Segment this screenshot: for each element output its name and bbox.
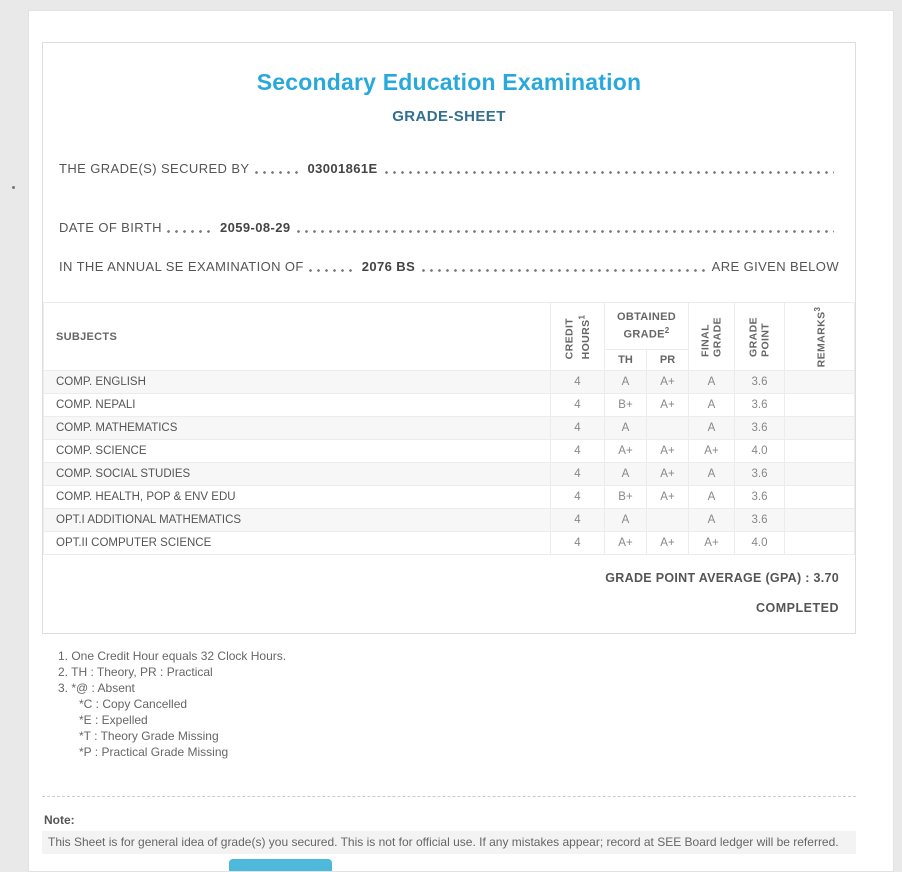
table-row bbox=[44, 417, 855, 440]
grade-point-cell: 3.6 bbox=[735, 509, 785, 532]
remarks-cell bbox=[785, 509, 855, 532]
final-grade-line1: FINAL bbox=[699, 323, 711, 357]
pr-grade-cell: A+ bbox=[647, 440, 689, 463]
th-grade-cell: A bbox=[605, 371, 647, 394]
grade-sheet-card bbox=[42, 42, 856, 634]
subject-cell: COMP. NEPALI bbox=[44, 394, 551, 417]
remarks-header bbox=[785, 303, 855, 371]
summary-section bbox=[43, 555, 855, 633]
credit-cell: 4 bbox=[551, 371, 605, 394]
remarks-cell bbox=[785, 463, 855, 486]
dot-leader bbox=[422, 269, 706, 272]
remarks-cell bbox=[785, 417, 855, 440]
credit-cell: 4 bbox=[551, 463, 605, 486]
remarks-cell bbox=[785, 371, 855, 394]
footnote-line: 3. *@ : Absent bbox=[58, 681, 135, 695]
final-grade-cell: A+ bbox=[689, 532, 735, 555]
page-subtitle: GRADE-SHEET bbox=[392, 108, 506, 125]
dob-line bbox=[59, 220, 839, 235]
footnote-line: *E : Expelled bbox=[79, 713, 148, 727]
obtained-grade-header bbox=[605, 303, 689, 350]
remarks-cell bbox=[785, 486, 855, 509]
final-grade-cell: A bbox=[689, 417, 735, 440]
grade-point-line1: GRADE bbox=[747, 316, 759, 357]
secured-by-line bbox=[59, 161, 839, 176]
subject-cell: COMP. SCIENCE bbox=[44, 440, 551, 463]
grade-point-cell: 4.0 bbox=[735, 532, 785, 555]
secured-by-label: THE GRADE(S) SECURED BY bbox=[59, 161, 250, 176]
pr-grade-cell: A+ bbox=[647, 486, 689, 509]
grade-point-cell: 3.6 bbox=[735, 486, 785, 509]
final-grade-cell: A bbox=[689, 486, 735, 509]
credit-hours-line2: HOURS bbox=[578, 318, 591, 359]
page-title: Secondary Education Examination bbox=[256, 69, 642, 95]
pr-grade-cell bbox=[647, 417, 689, 440]
final-grade-line2: GRADE bbox=[710, 316, 723, 357]
footnote-line: *P : Practical Grade Missing bbox=[79, 745, 229, 759]
credit-cell: 4 bbox=[551, 417, 605, 440]
grade-point-cell: 4.0 bbox=[735, 440, 785, 463]
pr-grade-cell: A+ bbox=[647, 463, 689, 486]
subjects-header: SUBJECTS bbox=[44, 303, 551, 371]
grades-table bbox=[43, 302, 855, 555]
action-button[interactable] bbox=[229, 859, 332, 872]
th-grade-cell: A+ bbox=[605, 440, 647, 463]
table-row bbox=[44, 463, 855, 486]
footnote-line: 2. TH : Theory, PR : Practical bbox=[58, 665, 213, 679]
grade-point-header bbox=[735, 303, 785, 371]
dot-leader bbox=[167, 230, 213, 233]
credit-hours-line1: CREDIT bbox=[562, 317, 575, 359]
table-row bbox=[44, 440, 855, 463]
final-grade-cell: A+ bbox=[689, 440, 735, 463]
th-grade-cell: A bbox=[605, 509, 647, 532]
table-row bbox=[44, 509, 855, 532]
gpa-line bbox=[59, 571, 839, 585]
exam-label: IN THE ANNUAL SE EXAMINATION OF bbox=[59, 259, 304, 274]
table-row bbox=[44, 486, 855, 509]
credit-hours-footnote-ref: 1 bbox=[576, 314, 586, 319]
table-row bbox=[44, 394, 855, 417]
final-grade-cell: A bbox=[689, 394, 735, 417]
credit-cell: 4 bbox=[551, 394, 605, 417]
remarks-cell bbox=[785, 440, 855, 463]
final-grade-header bbox=[689, 303, 735, 371]
credit-cell: 4 bbox=[551, 532, 605, 555]
grade-point-cell: 3.6 bbox=[735, 394, 785, 417]
subject-cell: OPT.I ADDITIONAL MATHEMATICS bbox=[44, 509, 551, 532]
subject-cell: COMP. ENGLISH bbox=[44, 371, 551, 394]
th-grade-cell: A bbox=[605, 463, 647, 486]
exam-line bbox=[59, 259, 839, 274]
footnote-line: *T : Theory Grade Missing bbox=[79, 729, 219, 743]
gpa-label: GRADE POINT AVERAGE (GPA) : bbox=[605, 571, 810, 585]
pr-grade-cell: A+ bbox=[647, 371, 689, 394]
table-row bbox=[44, 532, 855, 555]
footnote-line: *C : Copy Cancelled bbox=[79, 697, 188, 711]
remarks-cell bbox=[785, 532, 855, 555]
footnotes bbox=[42, 648, 856, 760]
grade-point-cell: 3.6 bbox=[735, 417, 785, 440]
dashed-divider bbox=[42, 796, 856, 797]
subject-cell: COMP. SOCIAL STUDIES bbox=[44, 463, 551, 486]
final-grade-cell: A bbox=[689, 463, 735, 486]
credit-cell: 4 bbox=[551, 486, 605, 509]
grade-point-line2: POINT bbox=[758, 322, 771, 357]
th-grade-cell: B+ bbox=[605, 394, 647, 417]
subject-cell: COMP. HEALTH, POP & ENV EDU bbox=[44, 486, 551, 509]
status-badge: COMPLETED bbox=[756, 601, 839, 615]
th-header: TH bbox=[605, 350, 647, 371]
gpa-value: 3.70 bbox=[813, 571, 839, 585]
table-header-row bbox=[44, 303, 855, 350]
note-text: This Sheet is for general idea of grade(s) you secured. This is not for official use. If any mistakes appear; record at SEE Board ledger will be referred. bbox=[42, 831, 856, 854]
pr-grade-cell: A+ bbox=[647, 394, 689, 417]
symbol-number: 03001861E bbox=[307, 161, 378, 176]
obtained-grade-line2: GRADE bbox=[623, 329, 665, 342]
th-grade-cell: B+ bbox=[605, 486, 647, 509]
dot-leader bbox=[255, 171, 301, 174]
dob-value: 2059-08-29 bbox=[219, 220, 291, 235]
credit-cell: 4 bbox=[551, 509, 605, 532]
obtained-grade-footnote-ref: 2 bbox=[664, 326, 670, 336]
dob-label: DATE OF BIRTH bbox=[59, 220, 162, 235]
grade-point-cell: 3.6 bbox=[735, 371, 785, 394]
remarks-label: REMARKS bbox=[815, 310, 827, 367]
subject-cell: COMP. MATHEMATICS bbox=[44, 417, 551, 440]
grade-point-cell: 3.6 bbox=[735, 463, 785, 486]
subject-cell: OPT.II COMPUTER SCIENCE bbox=[44, 532, 551, 555]
dot-leader bbox=[297, 230, 834, 233]
remarks-footnote-ref: 3 bbox=[812, 306, 822, 311]
footnote-line: 1. One Credit Hour equals 32 Clock Hours. bbox=[58, 649, 287, 663]
leader-wrap-dot bbox=[12, 186, 15, 189]
pr-grade-cell: A+ bbox=[647, 532, 689, 555]
remarks-cell bbox=[785, 394, 855, 417]
table-row bbox=[44, 371, 855, 394]
credit-hours-header bbox=[551, 303, 605, 371]
are-given-below-label: ARE GIVEN BELOW bbox=[711, 259, 839, 274]
credit-cell: 4 bbox=[551, 440, 605, 463]
pr-grade-cell bbox=[647, 509, 689, 532]
final-grade-cell: A bbox=[689, 371, 735, 394]
note-label: Note: bbox=[44, 813, 75, 827]
th-grade-cell: A+ bbox=[605, 532, 647, 555]
obtained-grade-line1: OBTAINED bbox=[616, 311, 677, 324]
final-grade-cell: A bbox=[689, 509, 735, 532]
student-info bbox=[43, 125, 855, 274]
note-section bbox=[42, 813, 856, 854]
th-grade-cell: A bbox=[605, 417, 647, 440]
pr-header: PR bbox=[647, 350, 689, 371]
exam-value: 2076 BS bbox=[361, 259, 416, 274]
dot-leader bbox=[309, 269, 355, 272]
dot-leader bbox=[385, 171, 834, 174]
content-panel bbox=[28, 10, 894, 872]
